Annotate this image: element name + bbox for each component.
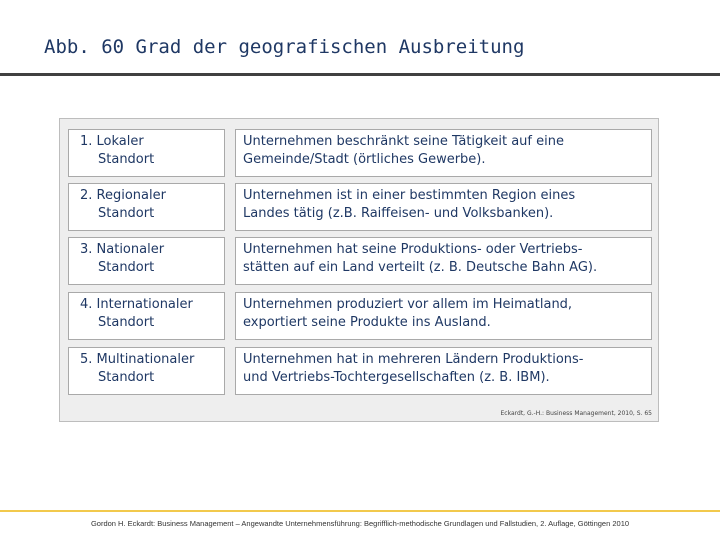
row-label-title: 5. Multinationaler xyxy=(80,352,195,367)
row-description-line: Gemeinde/Stadt (örtliches Gewerbe). xyxy=(243,152,486,167)
row-description-line: Unternehmen beschränkt seine Tätigkeit auf eine xyxy=(243,134,564,149)
row-label-subtitle: Standort xyxy=(98,370,155,385)
row-description-line: Unternehmen hat seine Produktions- oder Vertriebs- xyxy=(243,242,583,257)
row-description-line: Unternehmen produziert vor allem im Heimatland, xyxy=(243,297,573,312)
figure-source-caption: Eckardt, G.-H.: Business Management, 2010, S. 65 xyxy=(500,410,652,417)
figure-table xyxy=(59,118,659,422)
page-title: Abb. 60 Grad der geografischen Ausbreitung xyxy=(44,36,525,58)
table-row xyxy=(60,129,660,177)
row-description-line: Unternehmen hat in mehreren Ländern Produktions- xyxy=(243,352,584,367)
row-label-box xyxy=(68,183,225,231)
title-divider xyxy=(0,73,720,76)
row-label-box xyxy=(68,347,225,395)
row-label-box xyxy=(68,237,225,285)
row-description-box xyxy=(235,347,652,395)
table-row xyxy=(60,183,660,231)
row-label-title: 3. Nationaler xyxy=(80,242,165,257)
row-label-box xyxy=(68,129,225,177)
row-description-box xyxy=(235,183,652,231)
row-description-box xyxy=(235,292,652,340)
footer-citation: Gordon H. Eckardt: Business Management – Angewandte Unternehmensführung: Begrifflich-methodische Grundlagen und Fallstudien, 2. Auflage, Göttingen 2010 xyxy=(90,519,630,528)
row-description-line: exportiert seine Produkte ins Ausland. xyxy=(243,315,491,330)
row-label-subtitle: Standort xyxy=(98,152,155,167)
row-description-line: Unternehmen ist in einer bestimmten Region eines xyxy=(243,188,576,203)
row-description-box xyxy=(235,237,652,285)
row-label-subtitle: Standort xyxy=(98,315,155,330)
row-description-line: Landes tätig (z.B. Raiffeisen- und Volksbanken). xyxy=(243,206,554,221)
row-label-title: 1. Lokaler xyxy=(80,134,144,149)
row-label-title: 2. Regionaler xyxy=(80,188,166,203)
table-row xyxy=(60,347,660,395)
row-label-subtitle: Standort xyxy=(98,206,155,221)
row-label-title: 4. Internationaler xyxy=(80,297,193,312)
row-label-subtitle: Standort xyxy=(98,260,155,275)
row-description-line: stätten auf ein Land verteilt (z. B. Deutsche Bahn AG). xyxy=(243,260,598,275)
row-label-box xyxy=(68,292,225,340)
table-row xyxy=(60,237,660,285)
footer-divider xyxy=(0,510,720,512)
table-row xyxy=(60,292,660,340)
row-description-box xyxy=(235,129,652,177)
row-description-line: und Vertriebs-Tochtergesellschaften (z. B. IBM). xyxy=(243,370,550,385)
